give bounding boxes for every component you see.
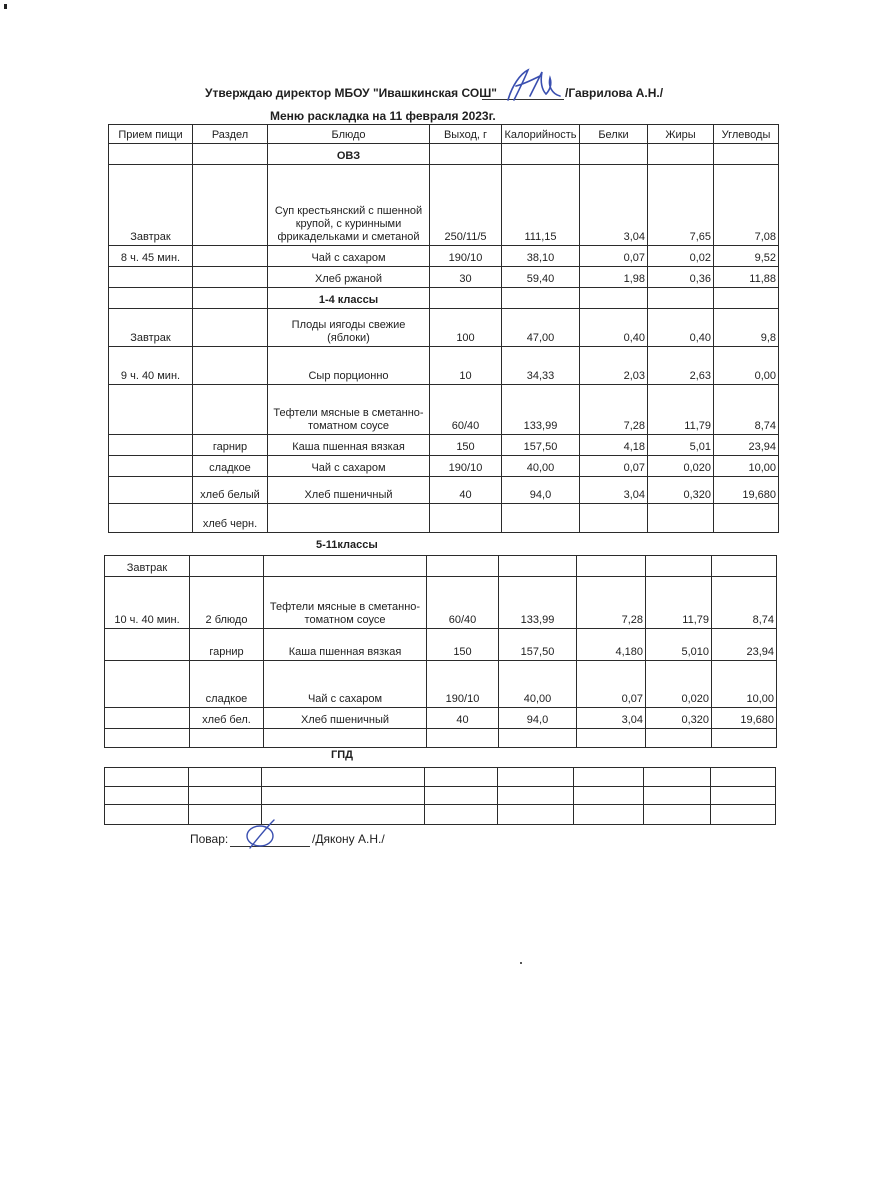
col-calories: Калорийность — [502, 125, 580, 144]
table-row: гарнир Каша пшенная вязкая 150 157,50 4,18 5,01 23,94 — [109, 435, 779, 456]
table-row — [105, 729, 777, 748]
table-header-row — [109, 125, 779, 144]
approval-text: Утверждаю директор МБОУ "Ивашкинская СОШ" — [205, 86, 497, 100]
col-protein: Белки — [580, 125, 648, 144]
menu-title: Меню раскладка на 11 февраля 2023г. — [270, 109, 496, 123]
table-row: Хлеб ржаной 30 59,40 1,98 0,36 11,88 — [109, 267, 779, 288]
table-row: Завтрак Плоды иягоды свежие (яблоки) 100 47,00 0,40 0,40 9,8 — [109, 309, 779, 347]
col-weight: Выход, г — [430, 125, 502, 144]
col-fat: Жиры — [648, 125, 714, 144]
cook-name: /Дякону А.Н./ — [312, 832, 385, 846]
menu-table-main — [108, 124, 779, 533]
table-row — [105, 805, 776, 825]
table-row: хлеб белый Хлеб пшеничный 40 94,0 3,04 0,320 19,680 — [109, 477, 779, 504]
director-name: /Гаврилова А.Н./ — [565, 86, 664, 100]
section-label-gpd: ГПД — [331, 749, 353, 761]
section-label-1-4: 1-4 классы — [268, 288, 430, 309]
table-row — [105, 768, 776, 787]
section-label-5-11: 5-11классы — [316, 539, 378, 551]
cook-signature — [236, 818, 284, 852]
col-dish: Блюдо — [268, 125, 430, 144]
table-row: Тефтели мясные в сметанно-томатном соусе 60/40 133,99 7,28 11,79 8,74 — [109, 385, 779, 435]
table-row: хлеб бел. Хлеб пшеничный 40 94,0 3,04 0,320 19,680 — [105, 708, 777, 729]
scan-speck — [520, 962, 522, 964]
col-meal: Прием пищи — [109, 125, 193, 144]
table-row: Завтрак Суп крестьянский с пшенной крупой, с куринными фрикадельками и сметаной 250/11/5 111,15 3,04 7,65 7,08 — [109, 165, 779, 246]
table-row: 9 ч. 40 мин. Сыр порционно 10 34,33 2,03 2,63 0,00 — [109, 347, 779, 385]
table-row: Завтрак — [105, 556, 777, 577]
cook-label: Повар: — [190, 832, 229, 846]
section-row-1-4 — [109, 288, 779, 309]
section-label-ovz: ОВЗ — [268, 144, 430, 165]
table-row: сладкое Чай с сахаром 190/10 40,00 0,07 0,020 10,00 — [109, 456, 779, 477]
col-section: Раздел — [193, 125, 268, 144]
table-row: сладкое Чай с сахаром 190/10 40,00 0,07 0,020 10,00 — [105, 661, 777, 708]
scan-mark — [4, 4, 7, 9]
table-row: 8 ч. 45 мин. Чай с сахаром 190/10 38,10 0,07 0,02 9,52 — [109, 246, 779, 267]
menu-table-5-11 — [104, 555, 777, 748]
table-row: 10 ч. 40 мин. 2 блюдо Тефтели мясные в сметанно-томатном соусе 60/40 133,99 7,28 11,79 8,74 — [105, 577, 777, 629]
table-row — [105, 787, 776, 805]
table-row: гарнир Каша пшенная вязкая 150 157,50 4,180 5,010 23,94 — [105, 629, 777, 661]
section-row-ovz — [109, 144, 779, 165]
menu-table-gpd — [104, 767, 776, 825]
director-signature — [490, 66, 570, 106]
col-carbs: Углеводы — [714, 125, 779, 144]
table-row: хлеб черн. — [109, 504, 779, 533]
